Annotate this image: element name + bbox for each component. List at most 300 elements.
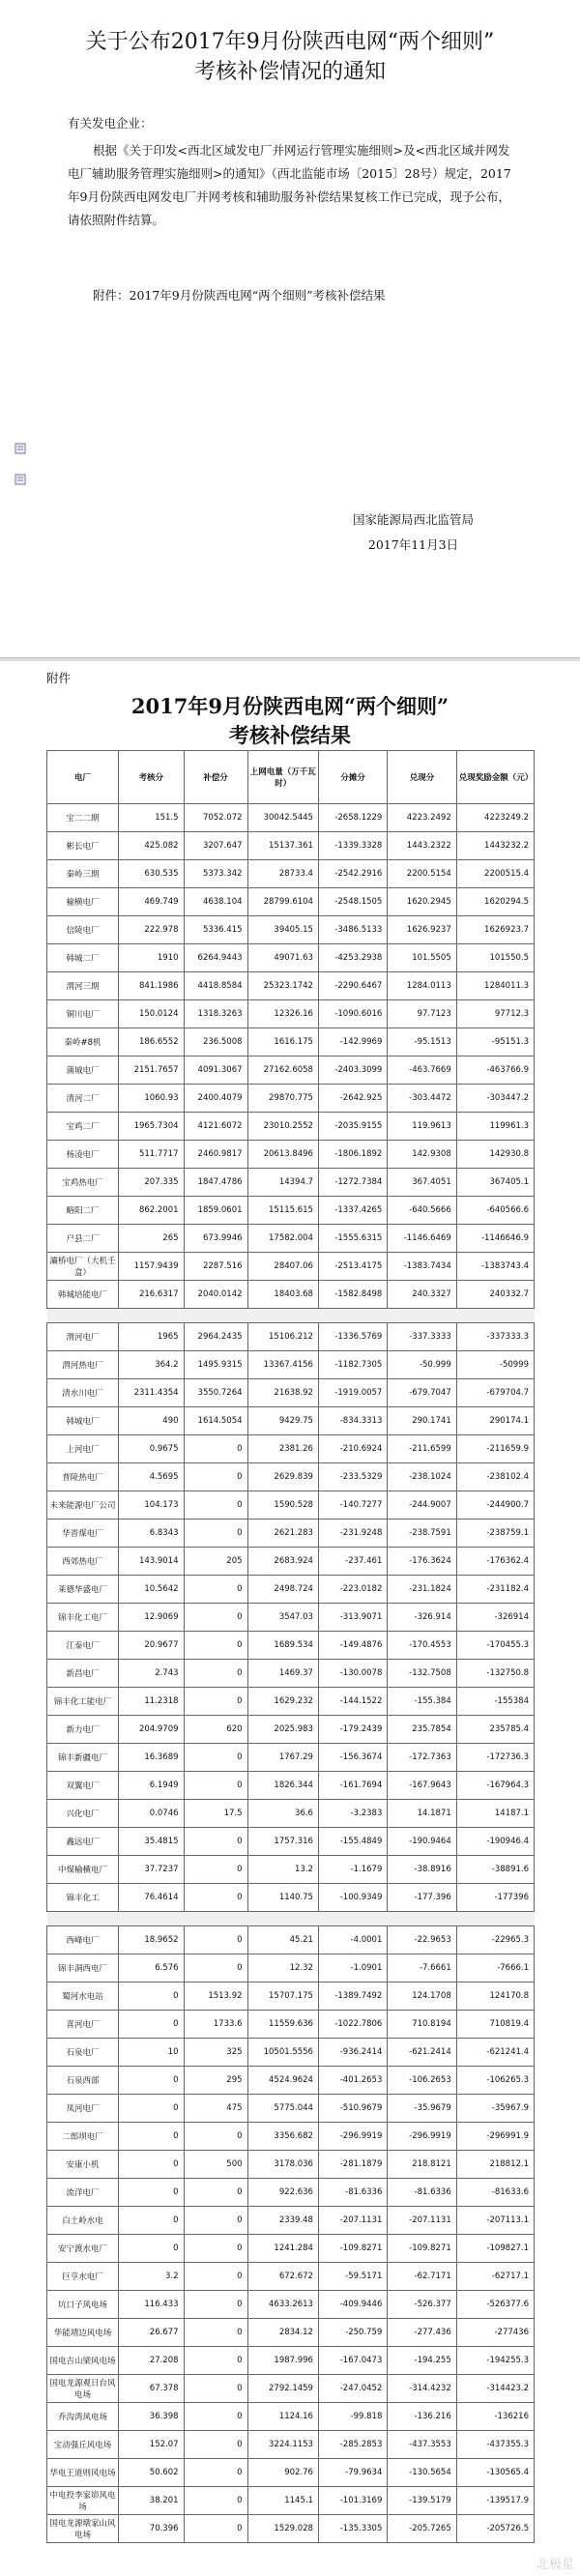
cell-value: 2311.4354 [118, 1379, 184, 1407]
cell-value: -139.5179 [388, 2487, 456, 2515]
cell-value: 1910 [118, 944, 184, 972]
table-row [47, 1491, 535, 1520]
cell-plant-name: 石泉电厂 [47, 2039, 119, 2067]
table-row [47, 2291, 535, 2319]
cell-value: -190.9464 [388, 1828, 456, 1856]
table-row [47, 2487, 535, 2515]
cell-value: -4253.2938 [318, 944, 387, 972]
cell-plant-name: 锦丰新疆电厂 [47, 1744, 119, 1772]
cell-value: 50.602 [118, 2459, 184, 2487]
cell-value: -238759.1 [456, 1520, 534, 1548]
cell-value: 218812.1 [456, 2151, 534, 2179]
cell-value: 290174.1 [456, 1407, 534, 1435]
cell-value: 14187.1 [456, 1800, 534, 1828]
table-row [47, 1000, 535, 1028]
cell-value: -510.9679 [318, 2095, 387, 2123]
table-row [47, 1983, 535, 2011]
cell-plant-name: 蒲城电厂 [47, 1056, 119, 1085]
cell-value: -132750.8 [456, 1660, 534, 1688]
cell-value: -211659.9 [456, 1435, 534, 1463]
cell-plant-name: 国电龙源观日台风电场 [47, 2375, 119, 2403]
cell-plant-name: 渭河热电厂 [47, 1351, 119, 1379]
cell-value: -231182.4 [456, 1576, 534, 1604]
header-plant: 电厂 [47, 751, 119, 804]
cell-value: -2658.1229 [318, 804, 387, 832]
table-row [47, 2431, 535, 2459]
cell-value: 0 [184, 1926, 247, 1954]
cell-value: -1582.8498 [318, 1281, 387, 1309]
table-row [47, 1197, 535, 1225]
cell-value: 1241.284 [247, 2235, 318, 2263]
table-row [47, 2347, 535, 2375]
cell-plant-name: 宝动强丘风电场 [47, 2431, 119, 2459]
cell-value: -176.3624 [388, 1548, 456, 1576]
table-row [47, 2179, 535, 2207]
cell-value: -172.7363 [388, 1744, 456, 1772]
cell-value: 6264.9443 [184, 944, 247, 972]
cell-value: 0 [184, 1954, 247, 1983]
cell-value: -2290.6467 [318, 972, 387, 1000]
cell-value: 29870.775 [247, 1085, 318, 1113]
cell-value: 4418.8584 [184, 972, 247, 1000]
cell-value: 710.8194 [388, 2011, 456, 2039]
cell-value: 6.1949 [118, 1772, 184, 1800]
cell-value: -22965.3 [456, 1926, 534, 1954]
cell-value: -2035.9155 [318, 1113, 387, 1141]
cell-value: 3224.1153 [247, 2431, 318, 2459]
cell-value: -2642.925 [318, 1085, 387, 1113]
cell-value: 0 [118, 2207, 184, 2235]
cell-value: -142.9969 [318, 1028, 387, 1056]
cell-value: -130565.4 [456, 2459, 534, 2487]
cell-value: 325 [184, 2039, 247, 2067]
cell-value: -1389.7492 [318, 1983, 387, 2011]
cell-value: 38.201 [118, 2487, 184, 2515]
table-row [47, 1225, 535, 1253]
cell-value: -156.3674 [318, 1744, 387, 1772]
cell-value: -1336.5769 [318, 1323, 387, 1351]
cell-value: -1339.3328 [318, 832, 387, 860]
cell-value: 10.5642 [118, 1576, 184, 1604]
cell-value: 1443232.2 [456, 832, 534, 860]
cell-value: -177.396 [388, 1884, 456, 1912]
cell-value: 630.535 [118, 860, 184, 888]
cell-value: -314.4232 [388, 2375, 456, 2403]
table-body [47, 804, 535, 2543]
cell-value: -1272.7384 [318, 1169, 387, 1197]
cell-value: -38891.6 [456, 1856, 534, 1884]
cell-value: 4223249.2 [456, 804, 534, 832]
header-settle: 兑现分 [388, 751, 456, 804]
table-row [47, 1085, 535, 1113]
cell-value: -155.4849 [318, 1828, 387, 1856]
cell-plant-name: 安宁渡水电厂 [47, 2235, 119, 2263]
cell-plant-name: 宝二二期 [47, 804, 119, 832]
cell-value: 216.6317 [118, 1281, 184, 1309]
cell-value: 104.173 [118, 1491, 184, 1520]
table-row [47, 1435, 535, 1463]
cell-value: 49071.63 [247, 944, 318, 972]
cell-value: 367.4051 [388, 1169, 456, 1197]
cell-value: 620 [184, 1716, 247, 1744]
cell-value: 0 [118, 2011, 184, 2039]
table-row [47, 2319, 535, 2347]
cell-value: 15137.361 [247, 832, 318, 860]
cell-value: 1529.028 [247, 2515, 318, 2543]
cell-value: -277.436 [388, 2319, 456, 2347]
table-row [47, 804, 535, 832]
cell-value: 97712.3 [456, 1000, 534, 1028]
cell-plant-name: 喜河电厂 [47, 2011, 119, 2039]
cell-value: 0 [118, 2179, 184, 2207]
cell-value: -237.461 [318, 1548, 387, 1576]
table-row [47, 1056, 535, 1085]
table-page-break [47, 1309, 535, 1323]
cell-value: 1157.9439 [118, 1253, 184, 1281]
cell-value: 3550.7264 [184, 1379, 247, 1407]
table-row [47, 2235, 535, 2263]
cell-value: -2403.3099 [318, 1056, 387, 1085]
notice-page [0, 0, 580, 657]
cell-value: 17582.004 [247, 1225, 318, 1253]
cell-value: 1620294.5 [456, 888, 534, 916]
cell-value: -207113.1 [456, 2207, 534, 2235]
cell-value: 76.4614 [118, 1884, 184, 1912]
cell-value: 97.7123 [388, 1000, 456, 1028]
cell-value: 2621.283 [247, 1520, 318, 1548]
cell-value: -167964.3 [456, 1772, 534, 1800]
cell-plant-name: 韩城电厂 [47, 1407, 119, 1435]
cell-plant-name: 国电吉山梁风电场 [47, 2347, 119, 2375]
cell-plant-name: 未来能源电厂公司 [47, 1491, 119, 1520]
cell-plant-name: 坑口子风电场 [47, 2291, 119, 2319]
cell-plant-name: 清河二厂 [47, 1085, 119, 1113]
cell-value: 3356.682 [247, 2123, 318, 2151]
cell-value: 222.978 [118, 916, 184, 944]
cell-plant-name: 秦岭三期 [47, 860, 119, 888]
cell-value: -437355.3 [456, 2431, 534, 2459]
table-row [47, 1323, 535, 1351]
cell-plant-name: 二郎坝电厂 [47, 2123, 119, 2151]
notice-attachment-line: 附件：2017年9月份陕西电网“两个细则”考核补偿结果 [93, 288, 386, 303]
cell-value: -140.7277 [318, 1491, 387, 1520]
cell-value: -303.4472 [388, 1085, 456, 1113]
cell-value: -172736.3 [456, 1744, 534, 1772]
cell-value: -155384 [456, 1688, 534, 1716]
table-row [47, 1856, 535, 1884]
cell-value: 35.4815 [118, 1828, 184, 1856]
cell-plant-name: 华电王道则风电场 [47, 2459, 119, 2487]
cell-value: 0 [184, 1604, 247, 1632]
cell-plant-name: 华晋煤电厂 [47, 1520, 119, 1548]
cell-value: 1733.6 [184, 2011, 247, 2039]
cell-value: 469.749 [118, 888, 184, 916]
cell-value: -100.9349 [318, 1884, 387, 1912]
cell-value: 0 [184, 1520, 247, 1548]
cell-value: 6.576 [118, 1954, 184, 1983]
cell-value: -50999 [456, 1351, 534, 1379]
notice-body [68, 112, 512, 232]
cell-value: 152.07 [118, 2431, 184, 2459]
cell-value: 21638.92 [247, 1379, 318, 1407]
cell-value: -1383743.4 [456, 1253, 534, 1281]
cell-value: 0 [184, 1856, 247, 1884]
cell-value: 710819.4 [456, 2011, 534, 2039]
cell-plant-name: 榆横电厂 [47, 888, 119, 916]
table-row [47, 916, 535, 944]
cell-value: -640566.6 [456, 1197, 534, 1225]
table-row [47, 2207, 535, 2235]
notice-date: 2017年11月3日 [367, 537, 459, 552]
cell-value: -3.2383 [318, 1800, 387, 1828]
table-row [47, 1828, 535, 1856]
cell-value: 2834.12 [247, 2319, 318, 2347]
cell-value: 124170.8 [456, 1983, 534, 2011]
cell-value: 10501.5556 [247, 2039, 318, 2067]
cell-value: 119.9613 [388, 1113, 456, 1141]
cell-plant-name: 凤河电厂 [47, 2095, 119, 2123]
cell-value: 1620.2945 [388, 888, 456, 916]
cell-value: 1626.9237 [388, 916, 456, 944]
cell-value: -50.999 [388, 1351, 456, 1379]
cell-value: 119961.3 [456, 1113, 534, 1141]
cell-value: 26.677 [118, 2319, 184, 2347]
cell-value: -22.9653 [388, 1926, 456, 1954]
cell-value: 12326.16 [247, 1000, 318, 1028]
cell-value: 30042.5445 [247, 804, 318, 832]
cell-value: 4638.104 [184, 888, 247, 916]
cell-plant-name: 中煤榆横电厂 [47, 1856, 119, 1884]
cell-value: 3207.647 [184, 832, 247, 860]
cell-value: 39405.15 [247, 916, 318, 944]
notice-paragraph: 根据《关于印发<西北区域发电厂并网运行管理实施细则>及<西北区域并网发电厂辅助服务管理实施细则>的通知》（西北监能市场〔2015〕28号）规定，2017年9月份陕西电网发电厂并网考核和辅助服务补偿结果复核工作已完成，现予公布，请依照附件结算。 [68, 143, 511, 227]
cell-value: 5373.342 [184, 860, 247, 888]
notice-greeting: 有关发电企业： [68, 116, 153, 130]
cell-value: 0 [184, 1632, 247, 1660]
cell-plant-name: 灞桥电厂（大机壬盒） [47, 1253, 119, 1281]
cell-value: 16.3689 [118, 1744, 184, 1772]
cell-value: -1.0901 [318, 1954, 387, 1983]
table-row [47, 1520, 535, 1548]
notice-title-line1: 关于公布2017年9月份陕西电网“两个细则” [85, 30, 495, 54]
cell-value: -1555.6315 [318, 1225, 387, 1253]
table-row [47, 1253, 535, 1281]
cell-value: 3547.03 [247, 1604, 318, 1632]
cell-value: -1090.6016 [318, 1000, 387, 1028]
cell-value: -1806.1892 [318, 1141, 387, 1169]
cell-value: -38.8916 [388, 1856, 456, 1884]
cell-value: 18403.68 [247, 1281, 318, 1309]
cell-value: -155.384 [388, 1688, 456, 1716]
cell-value: -109.8271 [318, 2235, 387, 2263]
cell-value: 673.9946 [184, 1225, 247, 1253]
cell-value: -1146646.9 [456, 1225, 534, 1253]
cell-value: 7052.072 [184, 804, 247, 832]
cell-value: 511.7717 [118, 1141, 184, 1169]
cell-value: 1614.5054 [184, 1407, 247, 1435]
table-row [47, 1028, 535, 1056]
cell-value: 0 [184, 2515, 247, 2543]
cell-value: -337333.3 [456, 1323, 534, 1351]
table-row [47, 1632, 535, 1660]
cell-value: -81.6336 [318, 2179, 387, 2207]
cell-plant-name: 莱德华盛电厂 [47, 1576, 119, 1604]
table-row [47, 1744, 535, 1772]
table-row [47, 1351, 535, 1379]
header-assessment: 考核分 [118, 751, 184, 804]
header-share: 分摊分 [318, 751, 387, 804]
cell-value: -109827.1 [456, 2235, 534, 2263]
table-row [47, 1954, 535, 1983]
cell-value: -621.2414 [388, 2039, 456, 2067]
cell-value: -99.818 [318, 2403, 387, 2431]
cell-value: -177396 [456, 1884, 534, 1912]
table-row [47, 944, 535, 972]
cell-value: 1469.37 [247, 1660, 318, 1688]
cell-value: -238.7591 [388, 1520, 456, 1548]
table-row [47, 1716, 535, 1744]
cell-value: 186.6552 [118, 1028, 184, 1056]
cell-value: -679704.7 [456, 1379, 534, 1407]
cell-value: 0 [184, 1491, 247, 1520]
cell-plant-name: 略阳二厂 [47, 1197, 119, 1225]
table-row [47, 1660, 535, 1688]
cell-value: 0 [184, 2179, 247, 2207]
cell-value: 11.2318 [118, 1688, 184, 1716]
cell-value: 20.9677 [118, 1632, 184, 1660]
cell-value: -1919.0057 [318, 1379, 387, 1407]
cell-value: -296.9919 [388, 2123, 456, 2151]
cell-value: -136.216 [388, 2403, 456, 2431]
cell-value: -2548.1505 [318, 888, 387, 916]
cell-value: -132.7508 [388, 1660, 456, 1688]
cell-value: 5775.044 [247, 2095, 318, 2123]
table-row [47, 1169, 535, 1197]
cell-plant-name: 锦丰洞西电厂 [47, 1954, 119, 1983]
cell-value: -223.0182 [318, 1576, 387, 1604]
cell-value: 4091.3067 [184, 1056, 247, 1085]
notice-signer: 国家能源局西北监管局 [352, 512, 474, 527]
cell-value: 4223.2492 [388, 804, 456, 832]
cell-value: 28407.06 [247, 1253, 318, 1281]
cell-plant-name: 白土岭水电 [47, 2207, 119, 2235]
table-row [47, 2403, 535, 2431]
cell-value: 0 [184, 1660, 247, 1688]
cell-value: 1124.16 [247, 2403, 318, 2431]
cell-value: -95151.3 [456, 1028, 534, 1056]
cell-value: 235.7854 [388, 1716, 456, 1744]
cell-value: -326914 [456, 1604, 534, 1632]
cell-plant-name: 锦丰化工 [47, 1884, 119, 1912]
cell-plant-name: 锦丰化工电厂 [47, 1604, 119, 1632]
cell-value: -7666.1 [456, 1954, 534, 1983]
cell-value: -176362.4 [456, 1548, 534, 1576]
table-row [47, 2263, 535, 2291]
cell-value: -7.6661 [388, 1954, 456, 1983]
cell-value: 290.1741 [388, 1407, 456, 1435]
cell-value: 235785.4 [456, 1716, 534, 1744]
cell-value: -244.9007 [388, 1491, 456, 1520]
cell-value: -35.9679 [388, 2095, 456, 2123]
cell-value: -79.9634 [318, 2459, 387, 2487]
cell-value: -1383.7434 [388, 1253, 456, 1281]
table-row [47, 860, 535, 888]
cell-value: -936.2414 [318, 2039, 387, 2067]
cell-plant-name: 上河电厂 [47, 1435, 119, 1463]
result-title [0, 692, 580, 750]
cell-value: 475 [184, 2095, 247, 2123]
cell-value: 236.5008 [184, 1028, 247, 1056]
cell-value: -1182.7305 [318, 1351, 387, 1379]
cell-plant-name: 乔沟湾风电场 [47, 2403, 119, 2431]
cell-value: 116.433 [118, 2291, 184, 2319]
cell-value: -194255.3 [456, 2347, 534, 2375]
table-row [47, 1548, 535, 1576]
cell-value: 2200.5154 [388, 860, 456, 888]
cell-value: 150.0124 [118, 1000, 184, 1028]
cell-value: 367405.1 [456, 1169, 534, 1197]
cell-value: 1284.0113 [388, 972, 456, 1000]
cell-value: 0 [184, 2319, 247, 2347]
cell-value: 1847.4786 [184, 1169, 247, 1197]
table-row [47, 2515, 535, 2543]
cell-value: -62.7171 [388, 2263, 456, 2291]
cell-plant-name: 彬长电厂 [47, 832, 119, 860]
cell-value: -281.1879 [318, 2151, 387, 2179]
table-row [47, 2067, 535, 2095]
cell-value: 101.5505 [388, 944, 456, 972]
cell-value: 10 [118, 2039, 184, 2067]
cell-value: 0.9675 [118, 1435, 184, 1463]
document-icon [14, 443, 28, 454]
cell-plant-name: 户县二厂 [47, 1225, 119, 1253]
cell-plant-name: 蜀河水电站 [47, 1983, 119, 2011]
cell-value: 15106.212 [247, 1323, 318, 1351]
cell-value: 67.378 [118, 2375, 184, 2403]
cell-value: -277436 [456, 2319, 534, 2347]
cell-value: -144.1522 [318, 1688, 387, 1716]
notice-title [39, 0, 541, 87]
cell-value: 1616.175 [247, 1028, 318, 1056]
table-row [47, 1884, 535, 1912]
attachment-tag: 附件 [46, 671, 72, 685]
cell-value: 2629.839 [247, 1463, 318, 1491]
cell-value: 240.3327 [388, 1281, 456, 1309]
cell-plant-name: 兴化电厂 [47, 1800, 119, 1828]
cell-plant-name: 宝鸡热电厂 [47, 1169, 119, 1197]
cell-value: -1337.4265 [318, 1197, 387, 1225]
cell-value: 2040.0142 [184, 1281, 247, 1309]
table-row [47, 972, 535, 1000]
cell-plant-name: 安康小机 [47, 2151, 119, 2179]
cell-value: 0 [184, 2431, 247, 2459]
cell-value: -101.3169 [318, 2487, 387, 2515]
cell-value: 0 [184, 2207, 247, 2235]
cell-value: 6.8343 [118, 1520, 184, 1548]
cell-value: 151.5 [118, 804, 184, 832]
table-row [47, 2039, 535, 2067]
cell-value: -3486.5133 [318, 916, 387, 944]
cell-value: -81633.6 [456, 2179, 534, 2207]
cell-value: 1284011.3 [456, 972, 534, 1000]
cell-value: 0 [118, 2067, 184, 2095]
cell-value: 18.9652 [118, 1926, 184, 1954]
cell-value: 12.9069 [118, 1604, 184, 1632]
cell-value: 15707.175 [247, 1983, 318, 2011]
cell-value: 143.9014 [118, 1548, 184, 1576]
cell-value: 37.7237 [118, 1856, 184, 1884]
table-row [47, 1800, 535, 1828]
